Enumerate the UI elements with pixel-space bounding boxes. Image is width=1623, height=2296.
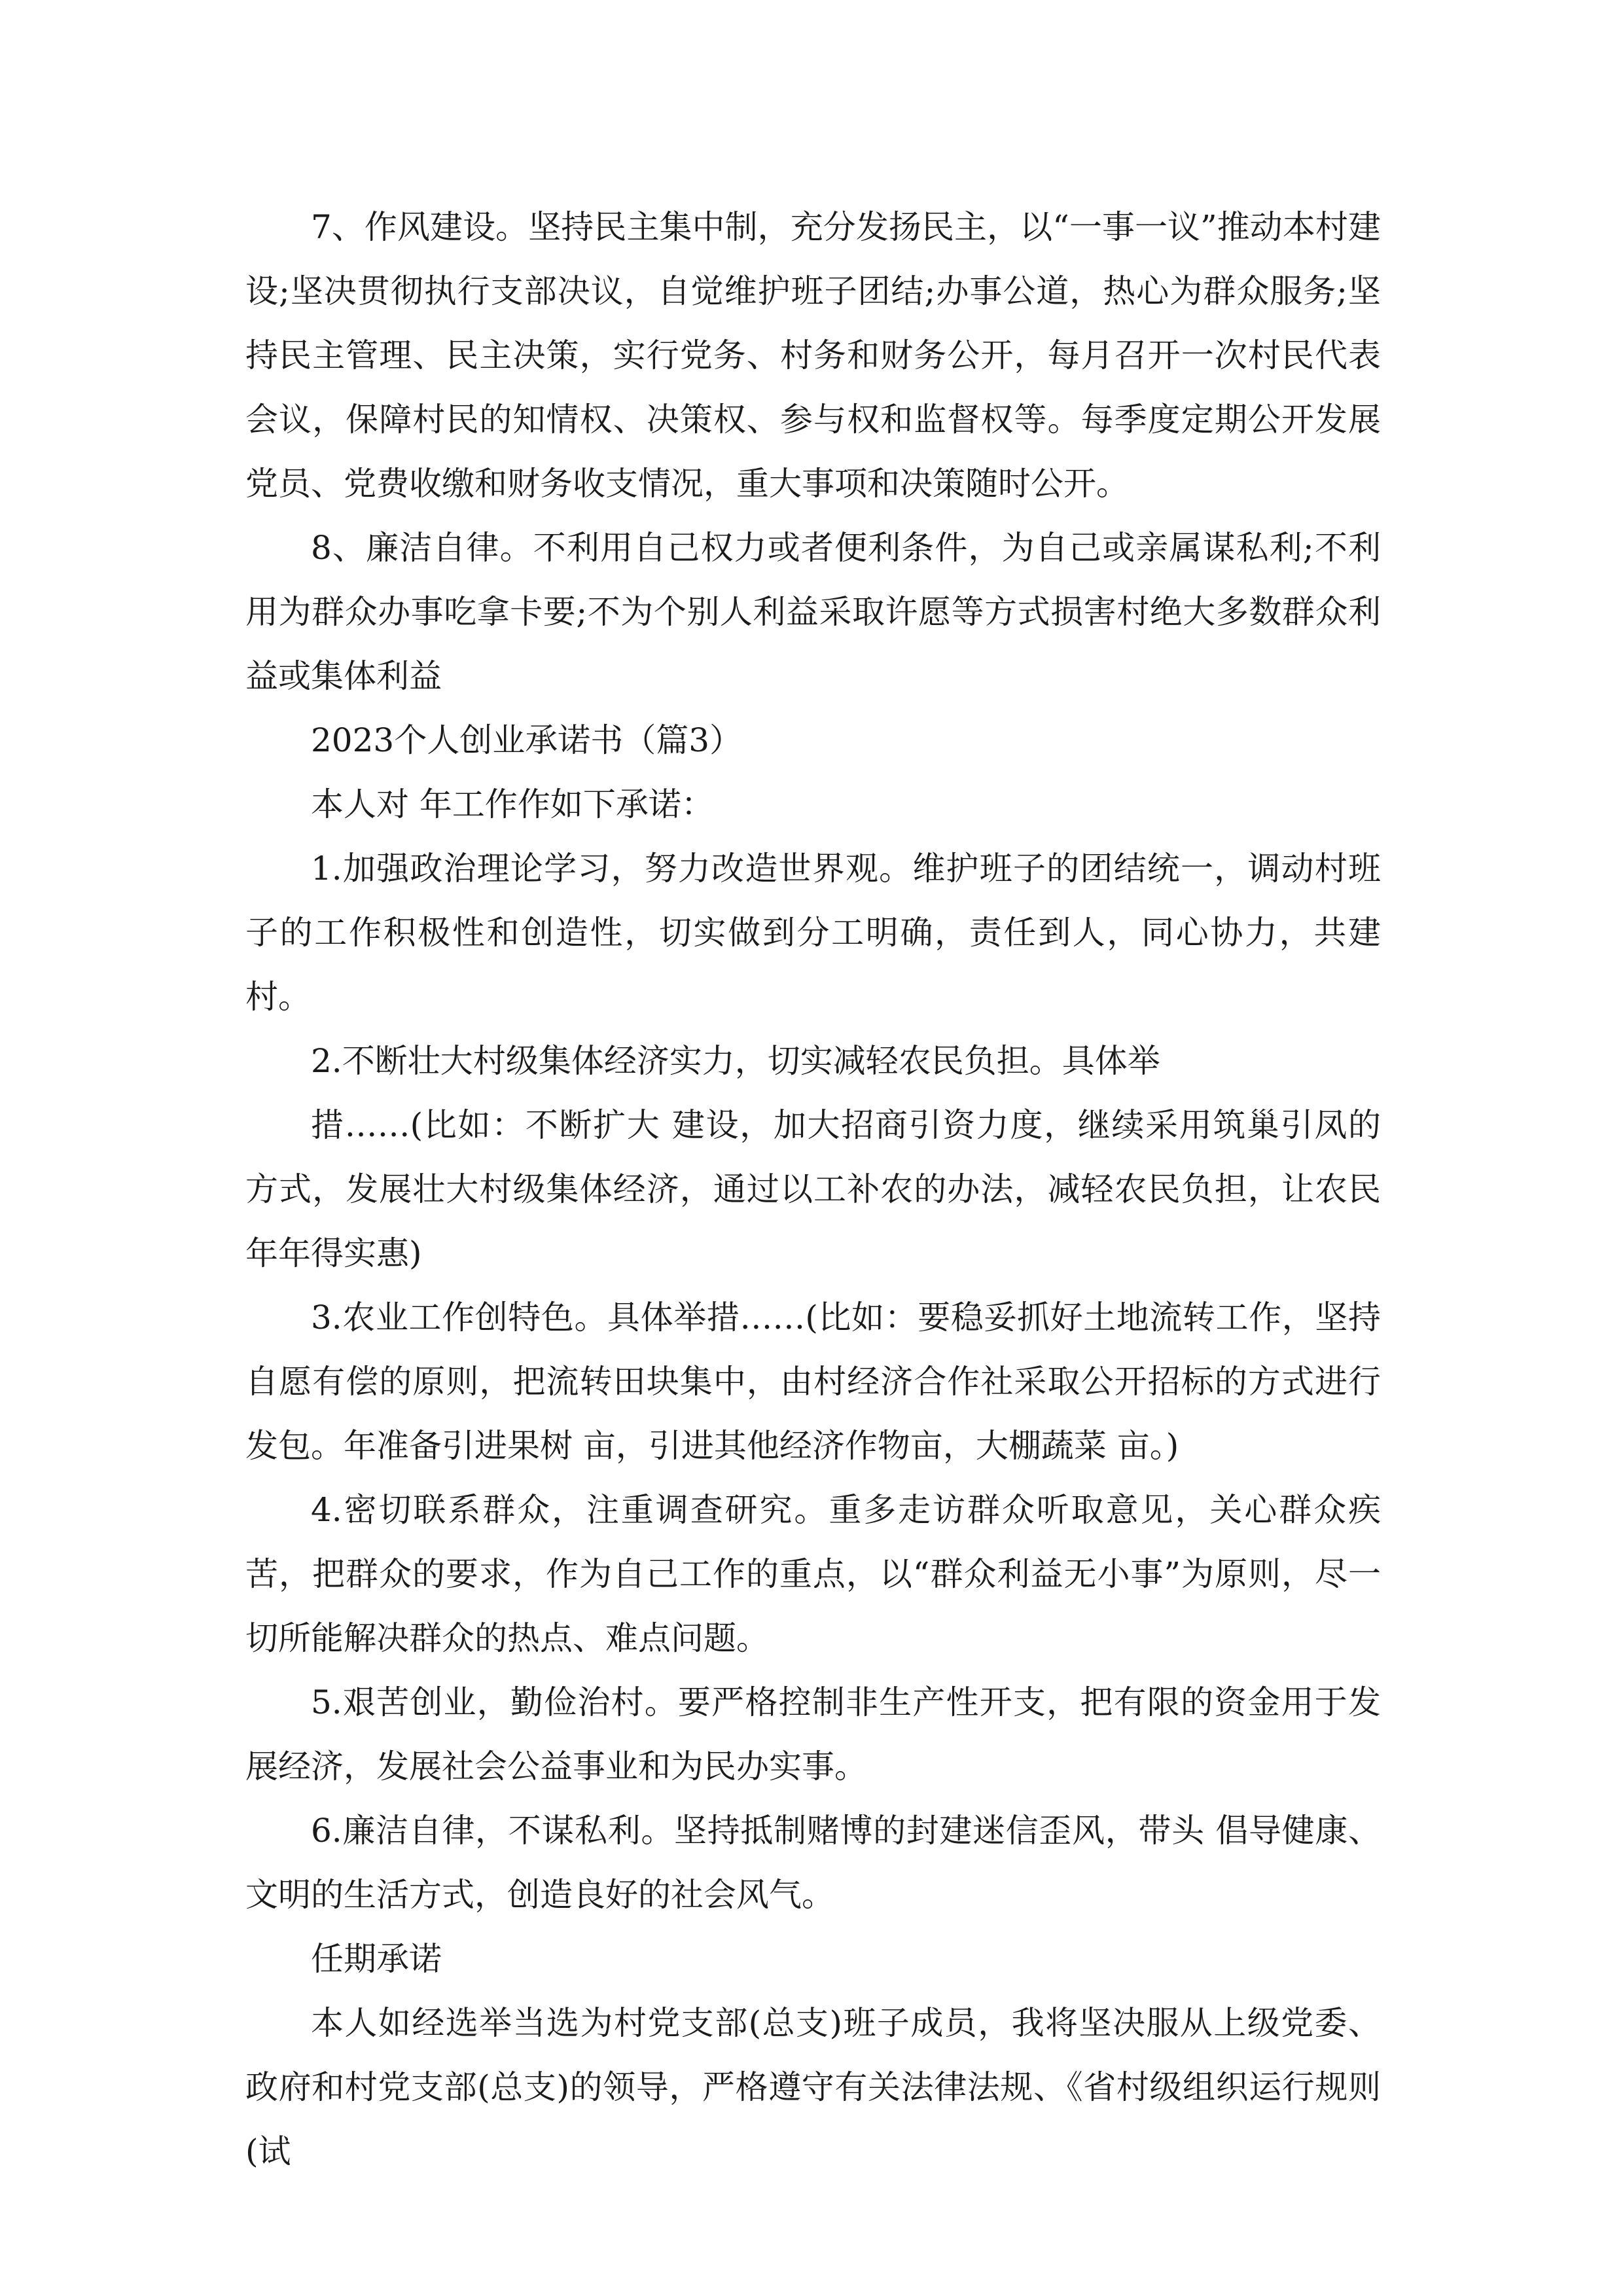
paragraph-integrity: 8、廉洁自律。不利用自己权力或者便利条件，为自己或亲属谋私利;不利用为群众办事吃拿卡要;不为个别人利益采取许愿等方式损害村绝大多数群众利益或集体利益 (245, 529, 1381, 695)
paragraph-item-5: 5.艰苦创业，勤俭治村。要严格控制非生产性开支，把有限的资金用于发展经济，发展社会公益事业和为民办实事。 (245, 1683, 1381, 1785)
paragraph-term-commitment: 本人如经选举当选为村党支部(总支)班子成员，我将坚决服从上级党委、政府和村党支部(总支)的领导，严格遵守有关法律法规、《省村级组织运行规则(试 (245, 2004, 1381, 2170)
subheading-term-commitment: 任期承诺 (311, 1940, 442, 1978)
paragraph-intro: 本人对 年工作作如下承诺： (311, 785, 714, 823)
section-heading: 2023个人创业承诺书（篇3） (311, 721, 743, 759)
paragraph-item-2-continued: 措……(比如：不断扩大 建设，加大招商引资力度，继续采用筑巢引凤的方式，发展壮大村级集体经济，通过以工补农的办法，减轻农民负担，让农民年年得实惠) (245, 1106, 1381, 1272)
paragraph-item-6: 6.廉洁自律，不谋私利。坚持抵制赌博的封建迷信歪风，带头 倡导健康、文明的生活方式，创造良好的社会风气。 (245, 1812, 1381, 1914)
paragraph-item-3: 3.农业工作创特色。具体举措……(比如：要稳妥抓好土地流转工作，坚持自愿有偿的原则，把流转田块集中，由村经济合作社采取公开招标的方式进行发包。年准备引进果树 亩，引进其他经济作物亩，大棚蔬菜 亩。) (245, 1299, 1381, 1465)
paragraph-work-style: 7、作风建设。坚持民主集中制，充分发扬民主，以“一事一议”推动本村建设;坚决贯彻执行支部决议，自觉维护班子团结;办事公道，热心为群众服务;坚持民主管理、民主决策，实行党务、村务和财务公开，每月召开一次村民代表会议，保障村民的知情权、决策权、参与权和监督权等。每季度定期公开发展党员、党费收缴和财务收支情况，重大事项和决策随时公开。 (245, 208, 1381, 503)
paragraph-item-1: 1.加强政治理论学习，努力改造世界观。维护班子的团结统一，调动村班子的工作积极性和创造性，切实做到分工明确，责任到人，同心协力，共建村。 (245, 850, 1381, 1016)
paragraph-item-2: 2.不断壮大村级集体经济实力，切实减轻农民负担。具体举 (311, 1042, 1160, 1080)
paragraph-item-4: 4.密切联系群众，注重调查研究。重多走访群众听取意见，关心群众疾苦，把群众的要求，作为自己工作的重点，以“群众利益无小事”为原则，尽一切所能解决群众的热点、难点问题。 (245, 1491, 1381, 1657)
document-body (245, 195, 1381, 2183)
